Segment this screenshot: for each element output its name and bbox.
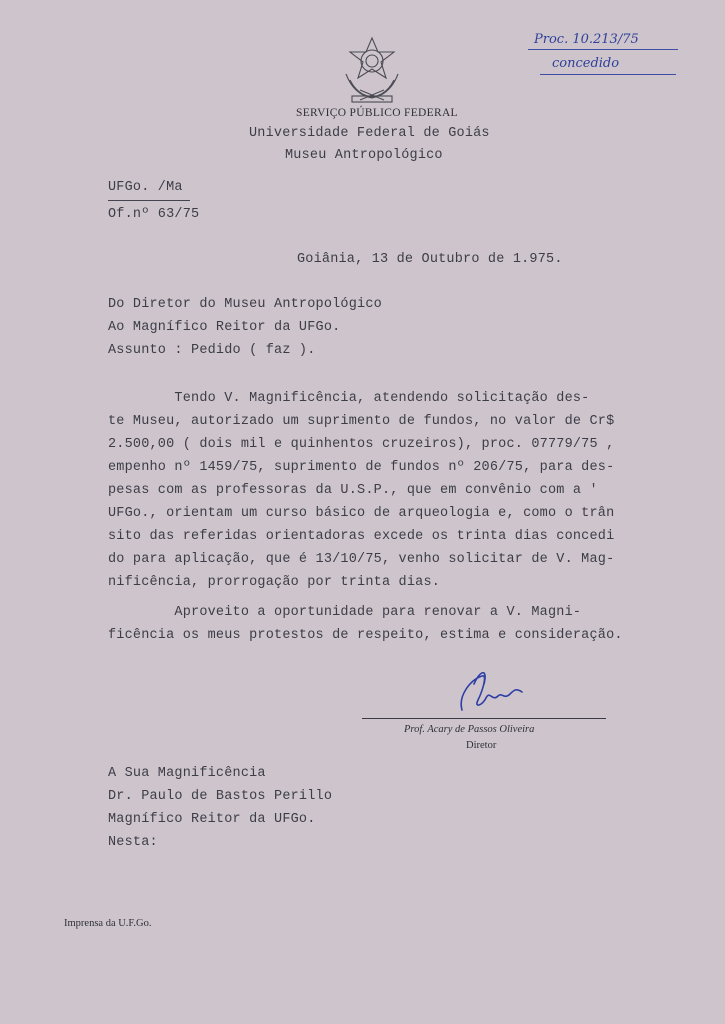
body-line: ficência os meus protestos de respeito, estima e consideração. xyxy=(108,628,623,643)
signatory-name: Prof. Acary de Passos Oliveira xyxy=(404,724,535,735)
body-line: Aproveito a oportunidade para renovar a V. Magni- xyxy=(108,605,582,620)
recipient-line-3: Magnífico Reitor da UFGo. xyxy=(108,812,316,827)
letterhead-service: SERVIÇO PÚBLICO FEDERAL xyxy=(296,107,458,119)
reference-number: Of.nº 63/75 xyxy=(108,207,200,222)
annotation-underline-2 xyxy=(540,74,676,75)
annotation-process-number: Proc. 10.213/75 xyxy=(534,32,639,47)
date-line: Goiânia, 13 de Outubro de 1.975. xyxy=(297,252,563,267)
from-line: Do Diretor do Museu Antropológico xyxy=(108,297,382,312)
reference-underline xyxy=(108,200,190,201)
body-line: empenho nº 1459/75, suprimento de fundos nº 206/75, para des- xyxy=(108,460,615,475)
to-line: Ao Magnífico Reitor da UFGo. xyxy=(108,320,341,335)
signatory-title: Diretor xyxy=(466,740,497,751)
subject-line: Assunto : Pedido ( faz ). xyxy=(108,343,316,358)
body-line: nificência, prorrogação por trinta dias. xyxy=(108,575,441,590)
coat-of-arms-icon xyxy=(338,34,406,106)
body-line: UFGo., orientam um curso básico de arqueologia e, como o trân xyxy=(108,506,615,521)
body-line: Tendo V. Magnificência, atendendo solicitação des- xyxy=(108,391,590,406)
recipient-line-1: A Sua Magnificência xyxy=(108,766,266,781)
letterhead-museum: Museu Antropológico xyxy=(285,148,443,163)
body-line: te Museu, autorizado um suprimento de fundos, no valor de Cr$ xyxy=(108,414,615,429)
annotation-underline xyxy=(528,49,678,50)
reference-code: UFGo. /Ma xyxy=(108,180,183,195)
handwritten-signature xyxy=(452,666,532,722)
recipient-line-4: Nesta: xyxy=(108,835,158,850)
body-line: sito das referidas orientadoras excede os trinta dias concedi xyxy=(108,529,615,544)
signature-line xyxy=(362,718,606,719)
recipient-line-2: Dr. Paulo de Bastos Perillo xyxy=(108,789,333,804)
body-line: do para aplicação, que é 13/10/75, venho solicitar de V. Mag- xyxy=(108,552,615,567)
body-paragraph-1 xyxy=(108,387,668,594)
letterhead-university: Universidade Federal de Goiás xyxy=(249,126,490,141)
printer-footer: Imprensa da U.F.Go. xyxy=(64,918,152,929)
body-line: 2.500,00 ( dois mil e quinhentos cruzeiros), proc. 07779/75 , xyxy=(108,437,615,452)
body-line: pesas com as professoras da U.S.P., que em convênio com a ' xyxy=(108,483,598,498)
body-paragraph-2 xyxy=(108,601,668,647)
annotation-granted: concedido xyxy=(552,56,620,71)
